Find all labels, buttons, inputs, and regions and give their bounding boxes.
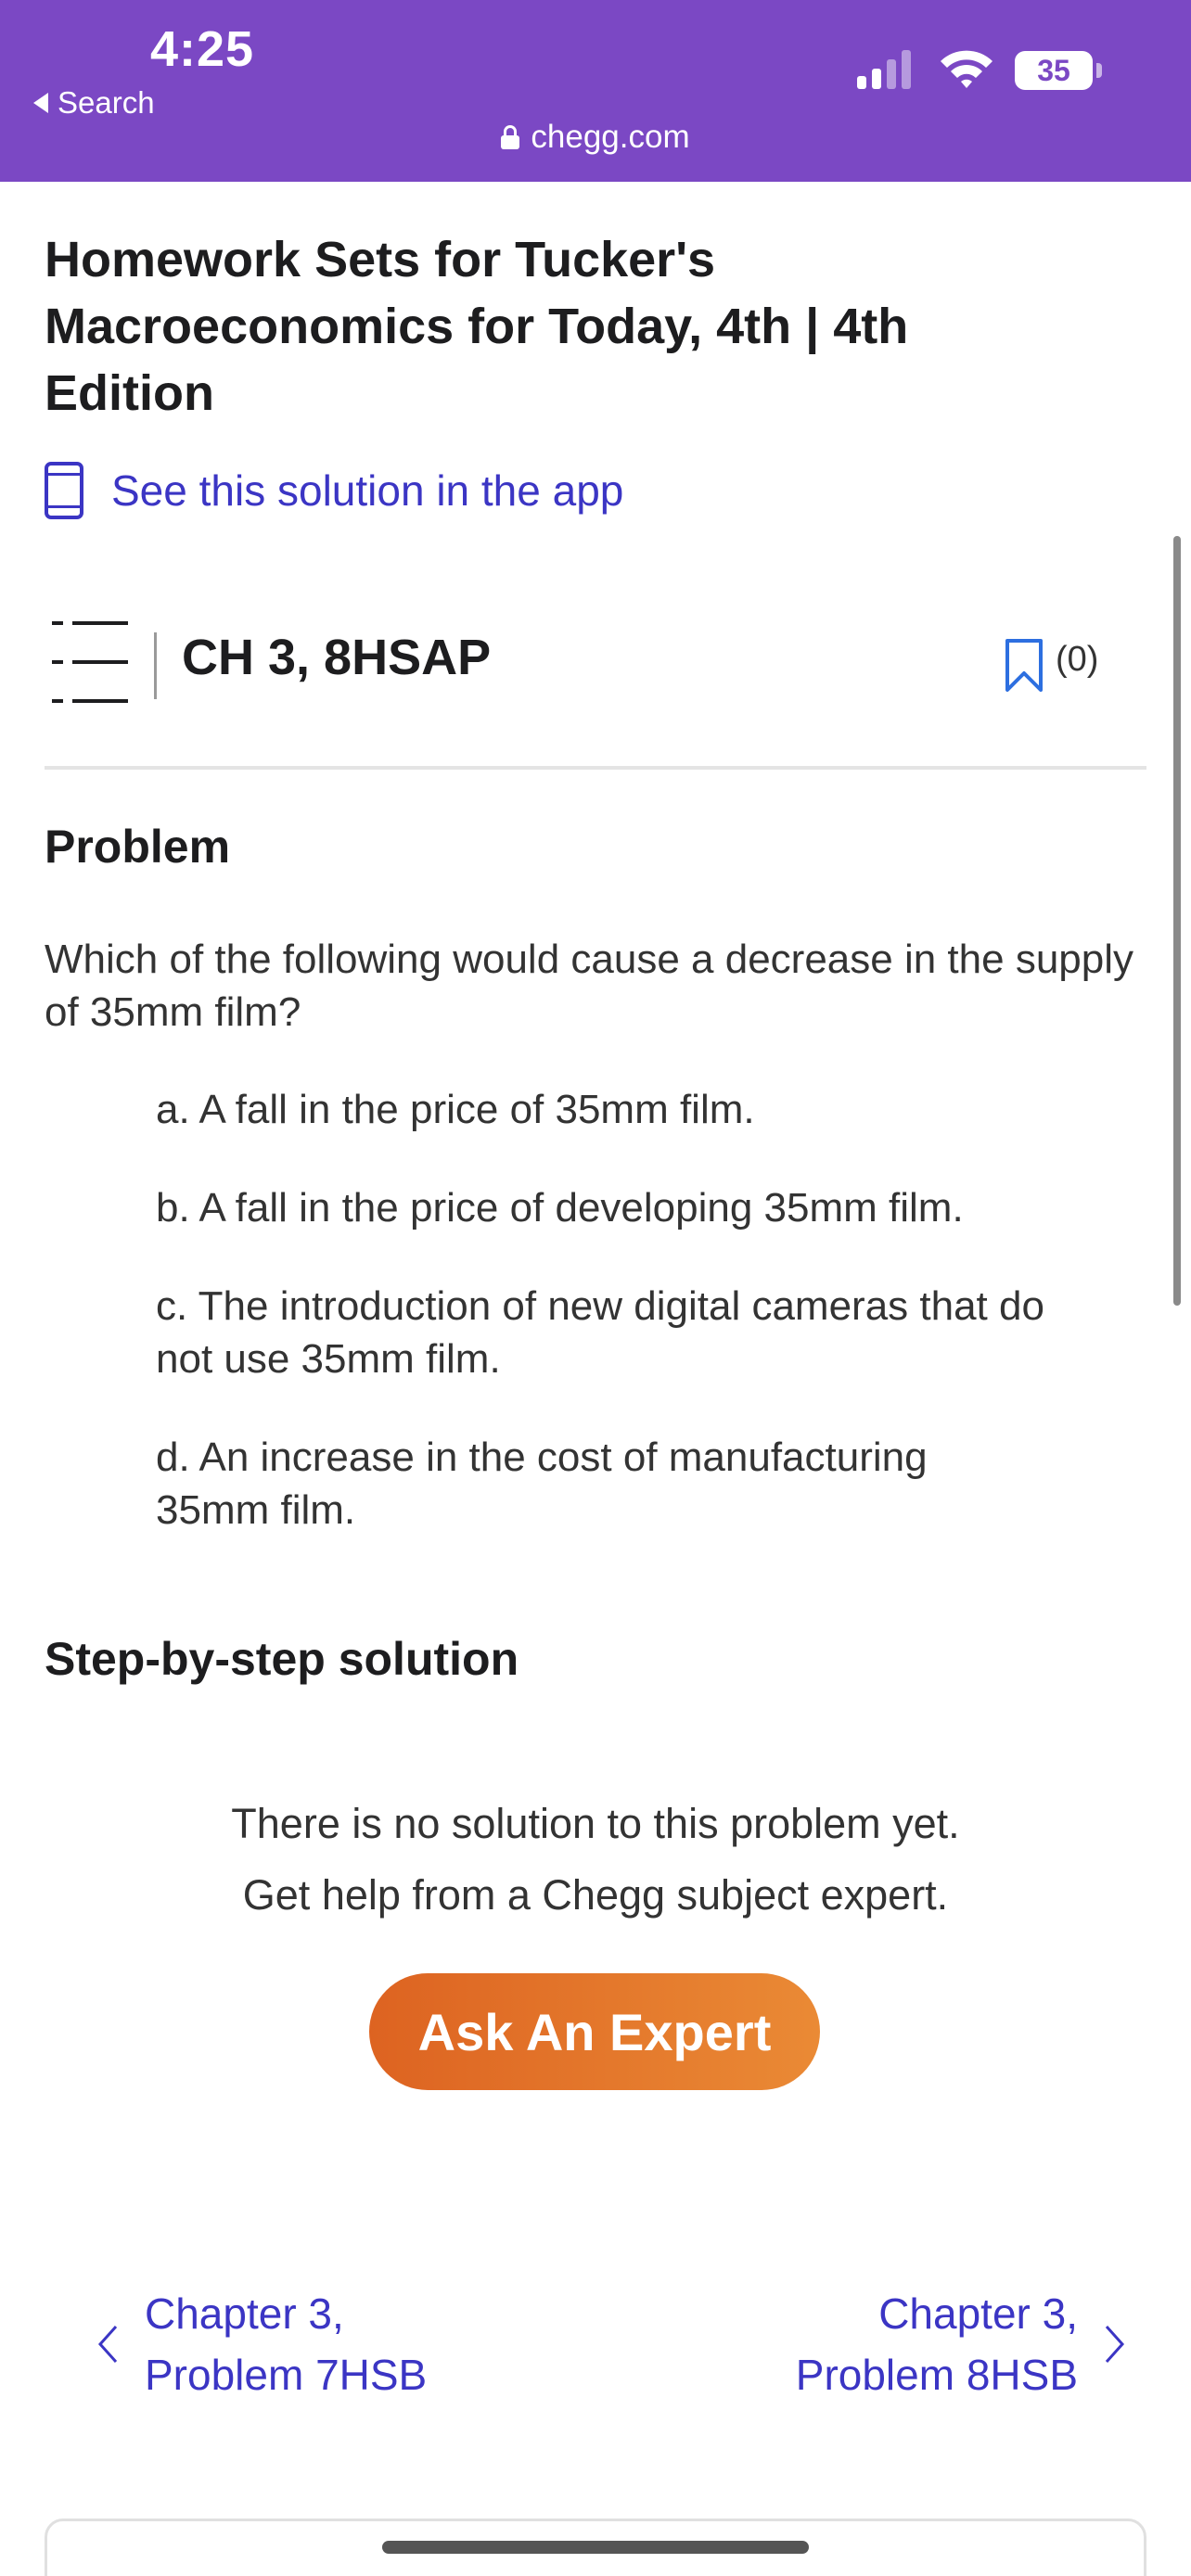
option-a: a. A fall in the price of 35mm film. <box>156 1087 755 1132</box>
problem-question: Which of the following would cause a decrease in the supply of 35mm film? <box>45 937 1134 1035</box>
option-d: d. An increase in the cost of manufacturing 35mm film. <box>156 1435 928 1533</box>
scrollbar[interactable] <box>1173 536 1181 1306</box>
home-indicator[interactable] <box>382 2541 809 2554</box>
lock-icon <box>501 125 519 149</box>
status-time: 4:25 <box>150 21 255 77</box>
chapter-title: CH 3, 8HSAP <box>182 630 492 685</box>
previous-problem-link[interactable] <box>96 2283 427 2405</box>
solution-heading: Step-by-step solution <box>45 1633 519 1685</box>
address-bar[interactable] <box>0 119 1191 156</box>
prev-label-line-2: Problem 7HSB <box>145 2351 428 2399</box>
no-solution-message <box>0 1788 1191 1931</box>
bookmark-icon[interactable] <box>1004 638 1044 694</box>
back-to-search-button[interactable] <box>33 85 155 121</box>
back-label: Search <box>58 85 155 120</box>
phone-icon <box>45 462 83 519</box>
option-c: c. The introduction of new digital cameras that do not use 35mm film. <box>156 1283 1044 1382</box>
no-solution-line-1: There is no solution to this problem yet. <box>231 1800 960 1847</box>
open-in-app-link[interactable] <box>45 462 623 519</box>
no-solution-line-2: Get help from a Chegg subject expert. <box>242 1871 949 1919</box>
answer-options <box>156 1083 1046 1582</box>
next-problem-link[interactable] <box>796 2283 1126 2405</box>
cellular-signal-icon <box>857 48 911 89</box>
back-arrow-icon <box>33 93 48 113</box>
battery-icon: 35 <box>1015 51 1093 90</box>
ask-an-expert-button[interactable]: Ask An Expert <box>369 1973 820 2090</box>
chevron-left-icon <box>96 2324 119 2365</box>
open-in-app-label: See this solution in the app <box>111 466 624 515</box>
chevron-right-icon <box>1104 2324 1126 2365</box>
table-of-contents-icon[interactable] <box>48 619 132 707</box>
url-text: chegg.com <box>531 119 690 155</box>
prev-label-line-1: Chapter 3, <box>145 2289 344 2338</box>
problem-heading: Problem <box>45 821 231 873</box>
chapter-header <box>45 612 1146 714</box>
bookmark-count: (0) <box>1056 640 1099 679</box>
option-b: b. A fall in the price of developing 35mm film. <box>156 1185 964 1231</box>
next-label-line-2: Problem 8HSB <box>795 2351 1078 2399</box>
next-label-line-1: Chapter 3, <box>878 2289 1078 2338</box>
browser-chrome <box>0 0 1191 182</box>
page-title: Homework Sets for Tucker's Macroeconomics for Today, 4th | 4th Edition <box>45 232 909 421</box>
section-divider <box>45 766 1146 770</box>
divider <box>154 632 157 699</box>
battery-nub <box>1096 63 1102 78</box>
wifi-icon <box>937 46 996 91</box>
